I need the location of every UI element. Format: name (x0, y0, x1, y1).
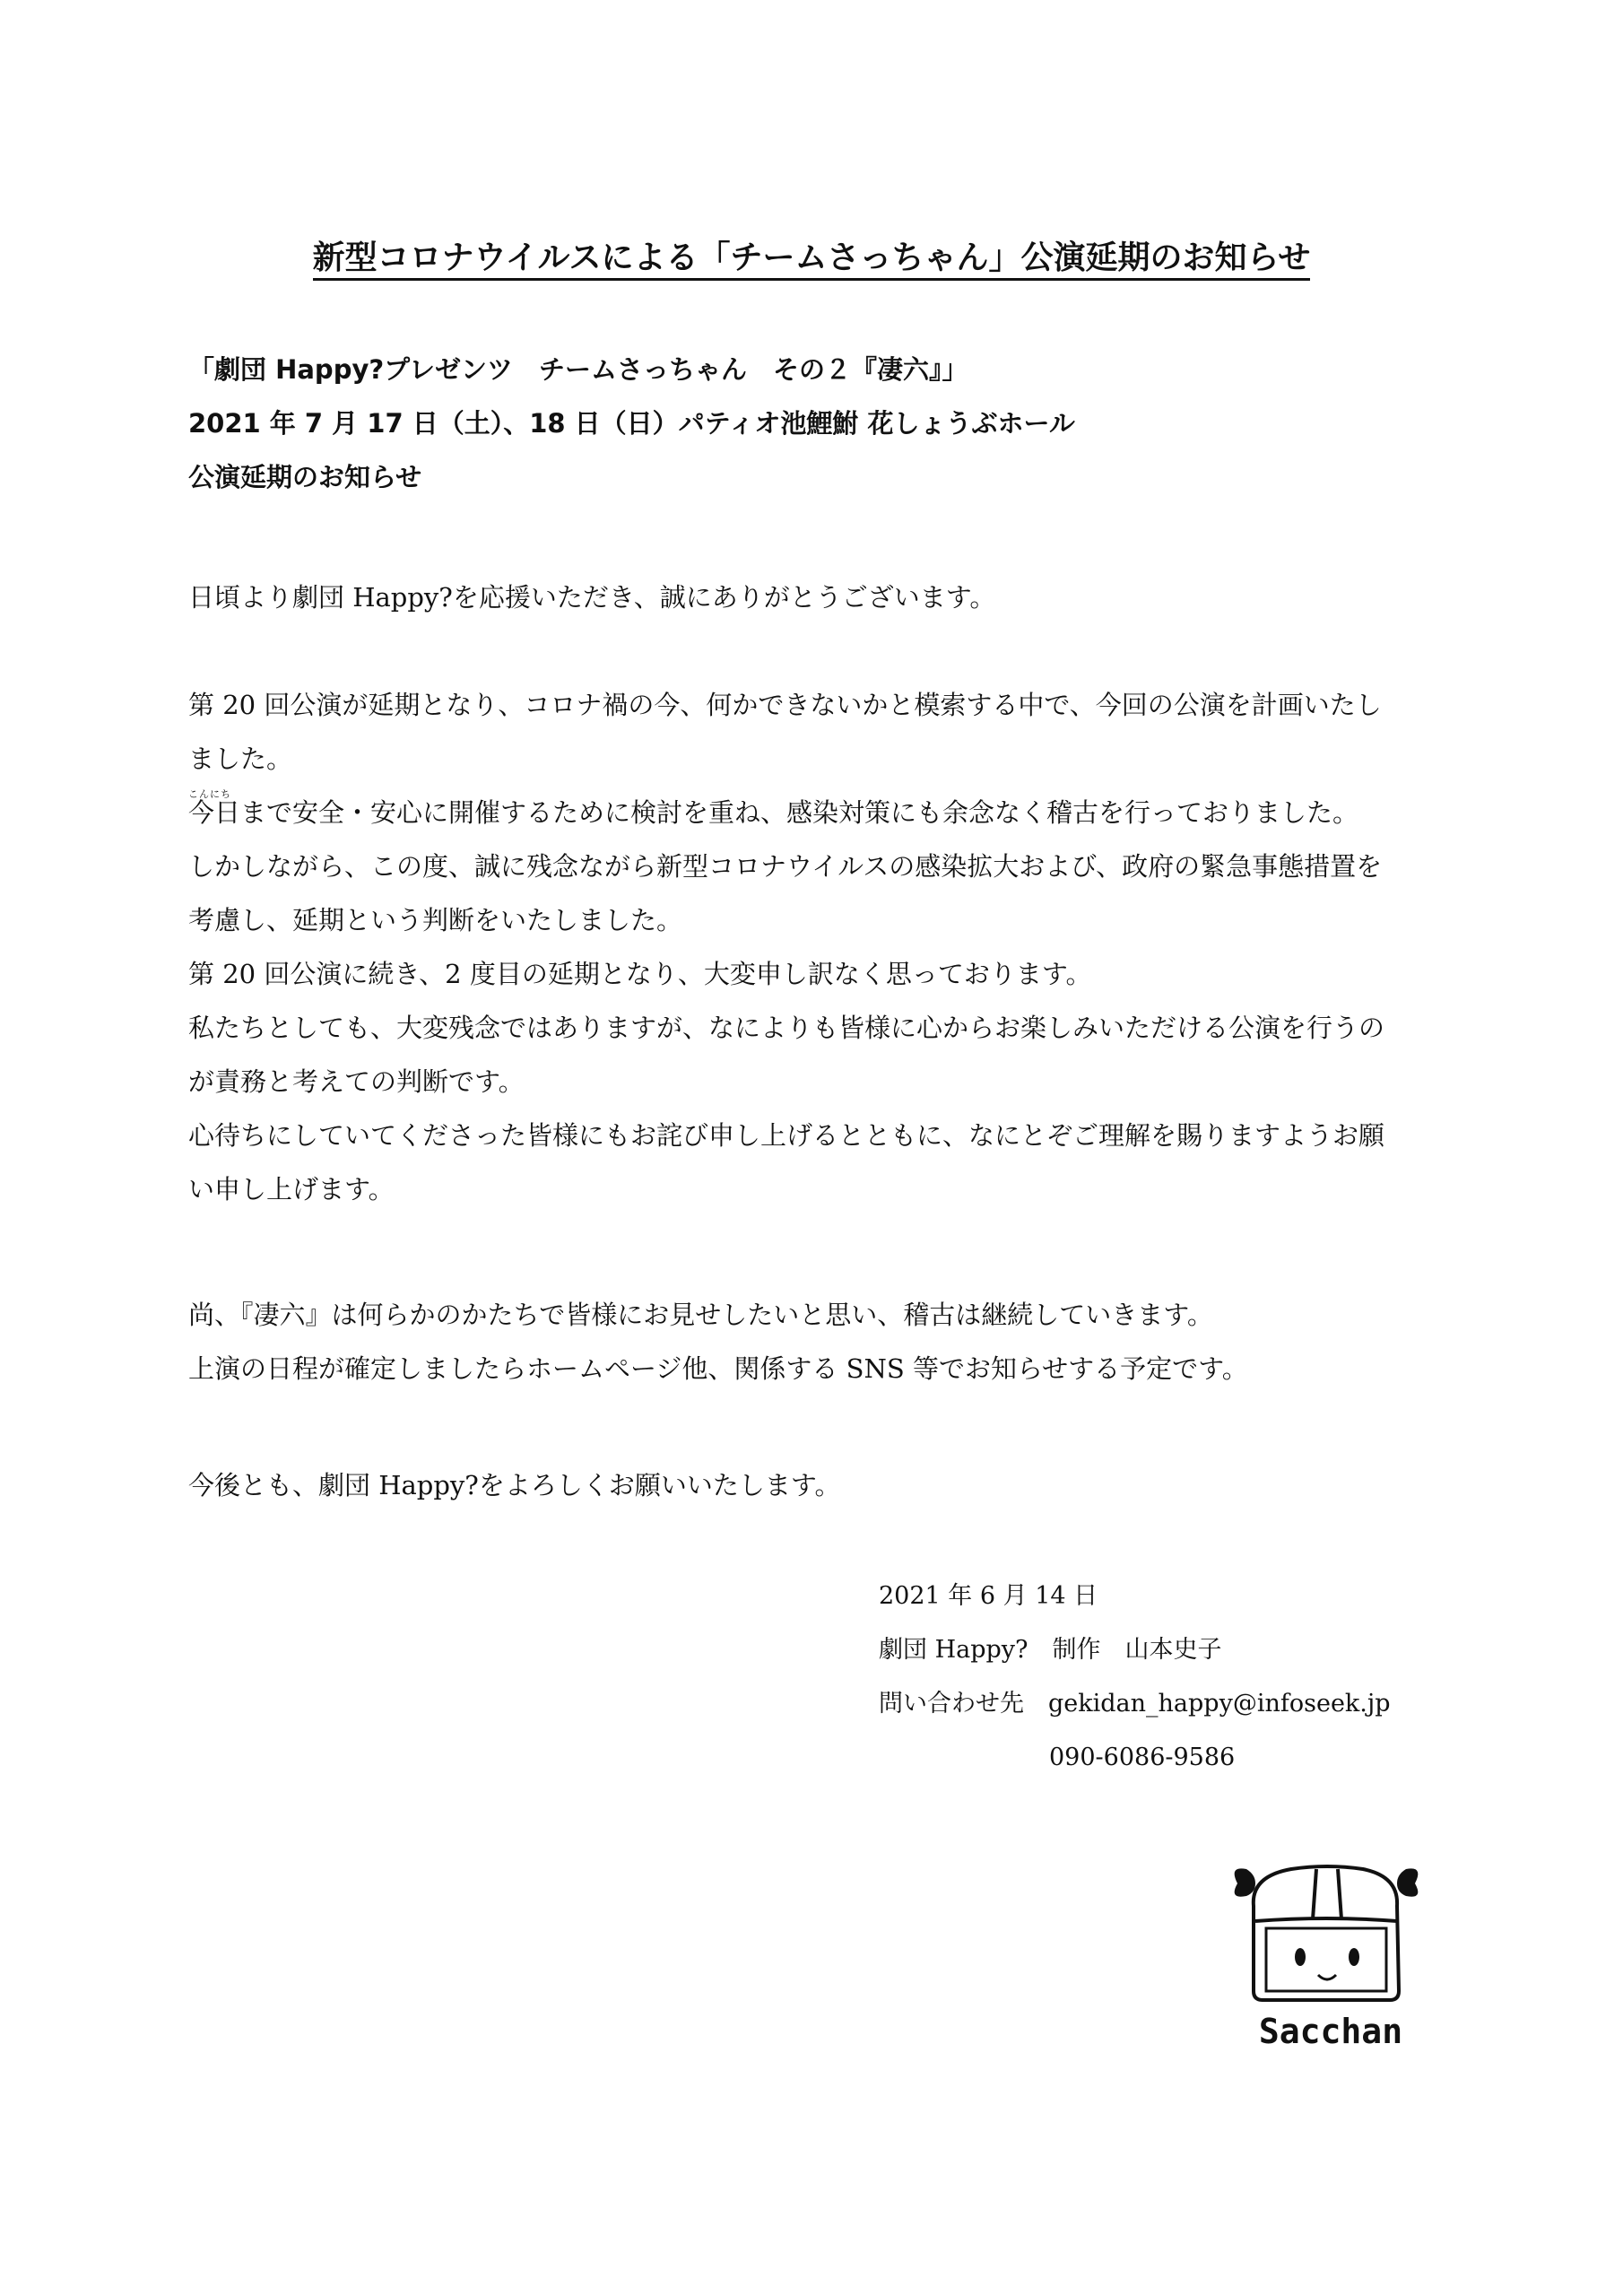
postponement-paragraph (188, 678, 1444, 1216)
signature-date: 2021 年 6 月 14 日 (879, 1582, 1098, 1610)
body-line: しかしながら、この度、誠に残念ながら新型コロナウイルスの感染拡大および、政府の緊急事態措置を (188, 851, 1383, 882)
body-line: 考慮し、延期という判断をいたしました。 (188, 905, 683, 935)
body-line: 上演の日程が確定しましたらホームページ他、関係する SNS 等でお知らせする予定です。 (188, 1353, 1248, 1384)
body-line: 心待ちにしていてくださった皆様にもお詫び申し上げるとともに、なにとぞご理解を賜りますようお願 (188, 1120, 1385, 1151)
event-notice-line: 公演延期のお知らせ (188, 462, 422, 492)
signature-author: 劇団 Happy? 制作 山本史子 (879, 1636, 1222, 1664)
closing-line: 今後とも、劇団 Happy?をよろしくお願いいたします。 (188, 1470, 841, 1500)
greeting-line: 日頃より劇団 Happy?を応援いただき、誠にありがとうございます。 (188, 582, 996, 613)
logo-label: Sacchan (1258, 2012, 1403, 2051)
body-line: 第 20 回公演に続き、2 度目の延期となり、大変申し訳なく思っております。 (188, 959, 1092, 989)
ruby-annotation: こんにち (188, 788, 231, 800)
body-line-text: 今日まで安全・安心に開催するために検討を重ね、感染対策にも余念なく稽古を行っておりました。 (188, 797, 1359, 828)
body-line: 尚、『凄六』は何らかのかたちで皆様にお見せしたいと思い、稽古は継続していきます。 (188, 1300, 1213, 1330)
signature-block (879, 1570, 1506, 1785)
greeting-paragraph (188, 570, 1444, 624)
signature-phone: 090-6086-9586 (1049, 1744, 1236, 1771)
body-line: が責務と考えての判断です。 (188, 1066, 525, 1097)
body-line: い申し上げます。 (188, 1174, 395, 1205)
sacchan-logo-icon (1219, 1857, 1435, 2063)
page-title (0, 235, 1623, 282)
signature-contact: 問い合わせ先 gekidan_happy@infoseek.jp (879, 1690, 1391, 1718)
event-date-venue-line: 2021 年 7 月 17 日（土）、18 日（日）パティオ池鯉鮒 花しょうぶホール (188, 408, 1075, 439)
body-line: ました。 (188, 744, 293, 774)
closing-paragraph (188, 1458, 1444, 1512)
continuation-paragraph (188, 1288, 1444, 1396)
body-line-with-ruby (188, 786, 1444, 839)
body-line: 私たちとしても、大変残念ではありますが、なによりも皆様に心からお楽しみいただける公演を行うの (188, 1013, 1385, 1043)
body-line: 第 20 回公演が延期となり、コロナ禍の今、何かできないかと模索する中で、今回の公演を計画いたし (188, 690, 1382, 720)
event-title-line: 「劇団 Happy?プレゼンツ チームさっちゃん その２『凄六』」 (188, 354, 968, 385)
page-title-text: 新型コロナウイルスによる「チームさっちゃん」公演延期のお知らせ (313, 239, 1311, 281)
event-header (188, 343, 1444, 504)
